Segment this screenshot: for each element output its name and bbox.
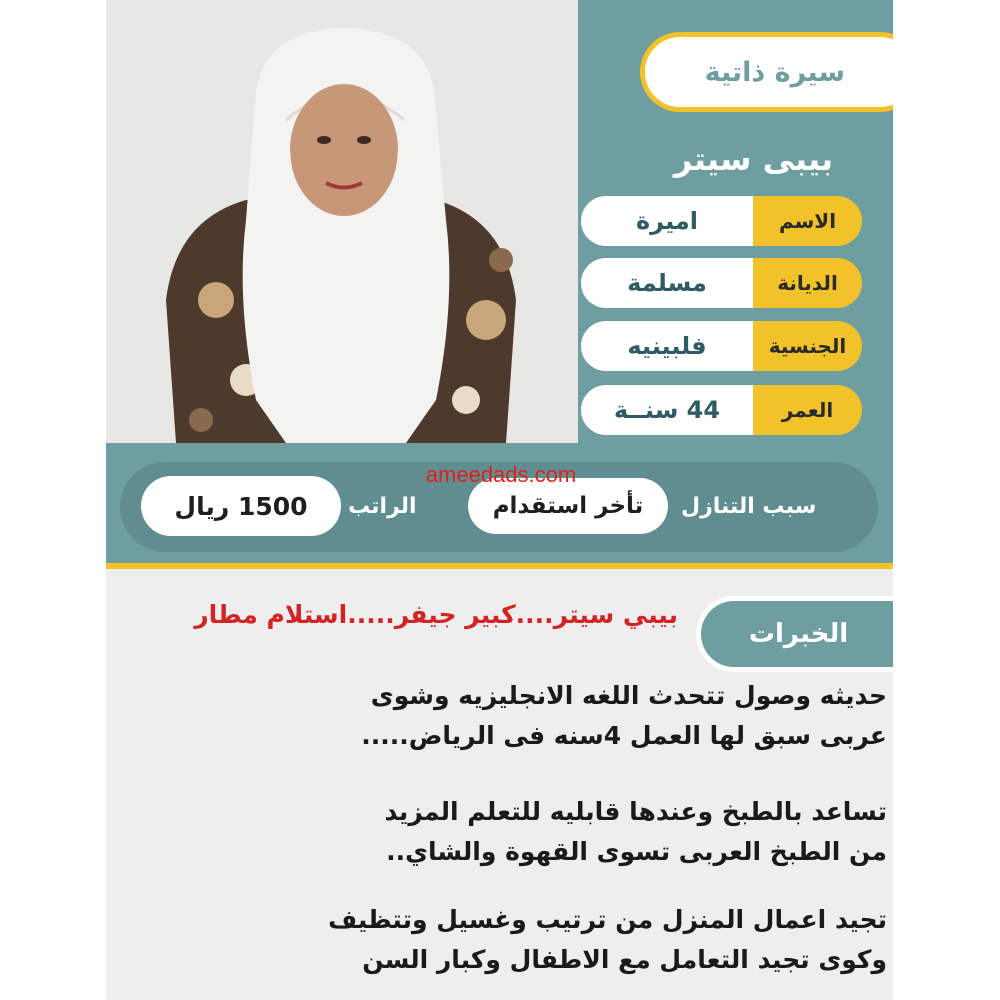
detail-value: اميرة [581, 196, 813, 246]
paragraph-line: من الطبخ العربى تسوى القهوة والشاي.. [386, 837, 887, 866]
paragraph-line: تجيد اعمال المنزل من ترتيب وغسيل وتتظيف [328, 905, 887, 934]
experience-paragraph [247, 792, 887, 872]
divider [106, 563, 893, 569]
paragraph-line: وكوى تجيد التعامل مع الاطفال وكبار السن [362, 945, 887, 974]
detail-value: فلبينيه [581, 321, 813, 371]
reason-label: سبب التنازل [681, 494, 817, 519]
worker-type-title: بيبى سيتر [673, 140, 834, 178]
detail-row-name [581, 196, 862, 246]
profile-photo [106, 0, 578, 443]
cv-title-pill [640, 32, 893, 112]
detail-value: 44 سنــة [581, 385, 813, 435]
detail-label: الديانة [753, 258, 862, 308]
detail-value: مسلمة [581, 258, 813, 308]
salary-label: الراتب [348, 494, 417, 519]
salary-value-pill: 1500 ريال [141, 476, 341, 536]
experience-headline: بيبي سيتر....كبير جيفر.....استلام مطار [194, 600, 678, 629]
experience-paragraph [247, 900, 887, 980]
experience-paragraph [247, 676, 887, 756]
detail-row-nationality [581, 321, 862, 371]
detail-label: الجنسية [753, 321, 862, 371]
detail-row-age [581, 385, 862, 435]
detail-label: العمر [753, 385, 862, 435]
paragraph-line: تساعد بالطبخ وعندها قابليه للتعلم المزيد [384, 797, 887, 826]
reason-value-pill: تأخر استقدام [468, 478, 668, 534]
paragraph-line: حديثه وصول تتحدث اللغه الانجليزيه وشوى [370, 681, 887, 710]
paragraph-line: عربى سبق لها العمل 4سنه فى الرياض..... [361, 721, 887, 750]
detail-row-religion [581, 258, 862, 308]
watermark: ameedads.com [425, 462, 577, 487]
detail-label: الاسم [753, 196, 862, 246]
cv-title: سيرة ذاتية [704, 56, 845, 88]
experience-title-pill: الخبرات [696, 596, 893, 672]
